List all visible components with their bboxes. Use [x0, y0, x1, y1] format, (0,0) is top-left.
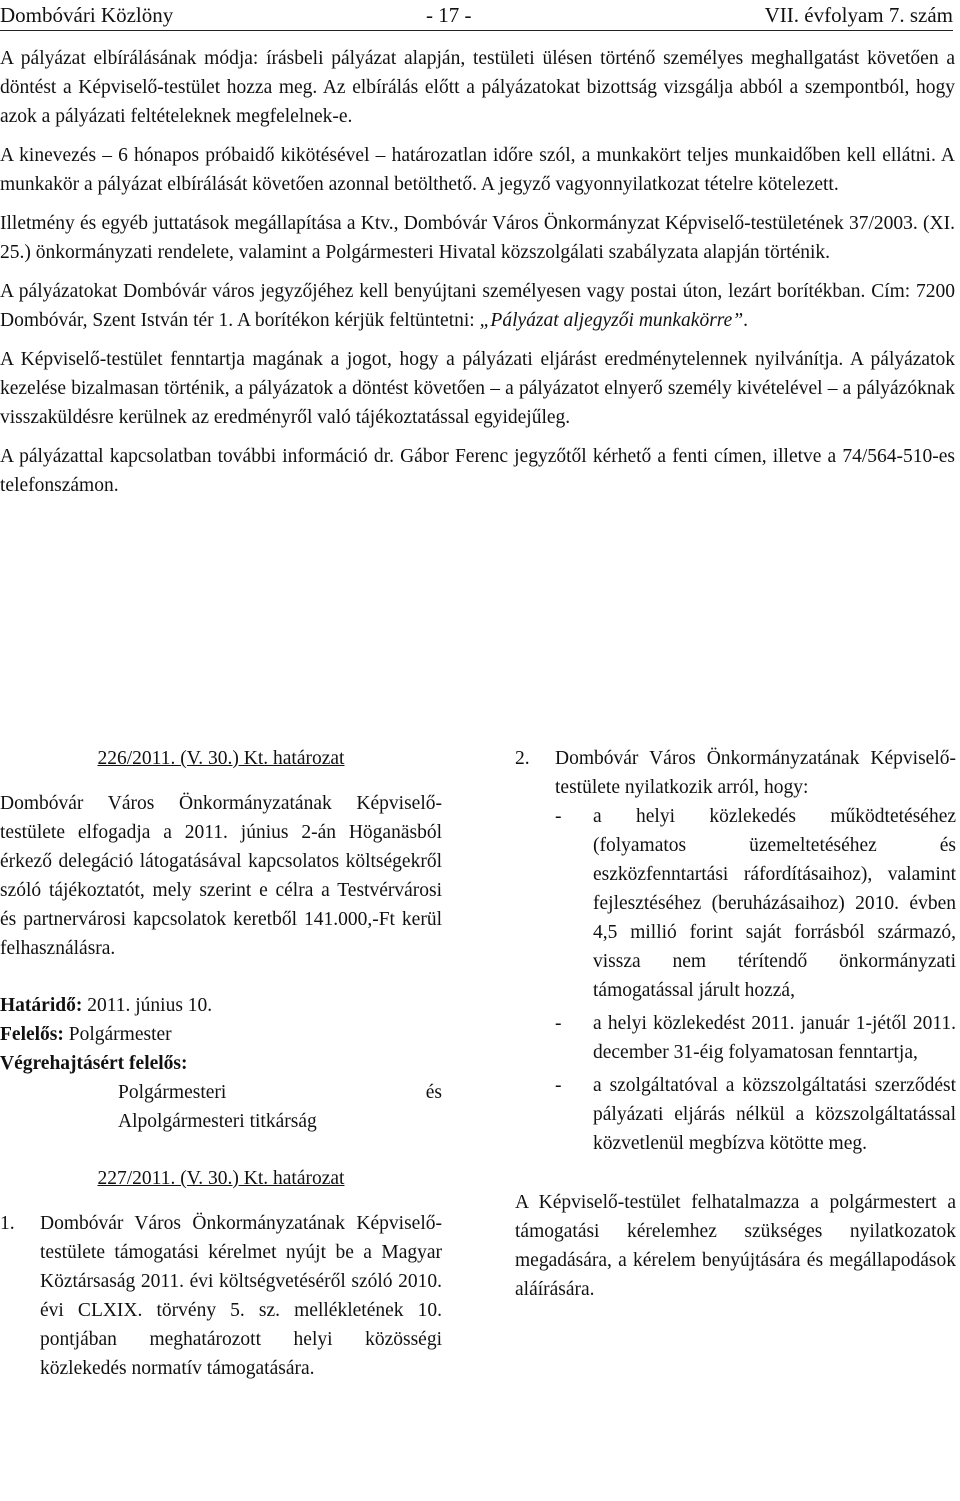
exec-label: Végrehajtásért felelős:	[0, 1053, 188, 1074]
exec-value-2: Alpolgármesteri titkárság	[118, 1111, 317, 1132]
envelope-label: „Pályázat aljegyzői munkakörre”	[479, 310, 744, 331]
item-2-number: 2.	[515, 748, 530, 769]
main-text	[0, 44, 955, 510]
responsible-field	[0, 1020, 442, 1049]
declaration-item: - a helyi közlekedést 2011. január 1-jétől 2011. december 31-éig folyamatosan fenntartja,	[555, 1013, 956, 1063]
resolution-226-text: Dombóvár Város Önkormányzatának Képviselő-testülete elfogadja a 2011. június 2-án Höganäsból érkező delegáció látogatásával kapcsolatos költségekről szóló tájékoztatót, mely szerint e célra a Testvérvárosi és partnervárosi kapcsolatok keretből 141.000,-Ft kerül felhasználásra.	[0, 793, 442, 959]
deadline-field	[0, 991, 442, 1020]
item-2-text: Dombóvár Város Önkormányzatának Képviselő-testülete nyilatkozik arról, hogy:	[555, 748, 956, 798]
left-column	[0, 742, 442, 1383]
responsible-label: Felelős:	[0, 1024, 64, 1045]
exec-value-1b: és	[425, 1082, 442, 1103]
exec-value-1a: Polgármesteri	[118, 1082, 227, 1103]
item-1-text: Dombóvár Város Önkormányzatának Képviselő-testülete támogatási kérelmet nyújt be a Magyar Köztársaság 2011. évi költségvetéséről szóló 2010. évi CLXIX. törvény 5. sz. mellékletének 10. pontjában meghatározott helyi közösségi közlekedés normatív támogatására.	[40, 1213, 442, 1379]
item-1-number: 1.	[0, 1213, 15, 1234]
resolution-227-item-2	[515, 744, 956, 802]
page-number: - 17 -	[426, 3, 472, 27]
paragraph-submission	[0, 277, 955, 335]
deadline-value: 2011. június 10.	[87, 995, 213, 1016]
paragraph-rights: A Képviselő-testület fenntartja magának a jogot, hogy a pályázati eljárást eredménytelennek nyilvánítja. A pályázatok kezelése bizalmasan történik, a pályázatok a döntést követően – a pályázatot elnyerő személy kivételével – a pályázóknak visszaküldésre kerülnek az eredményről való tájékoztatással egyidejűleg.	[0, 349, 955, 428]
submission-end: .	[743, 310, 749, 331]
exec-field	[0, 1049, 442, 1078]
authorization-text: A Képviselő-testület felhatalmazza a polgármestert a támogatási kérelemhez szükséges nyilatkozatok megadására, a kérelem benyújtására és megállapodások aláírására.	[515, 1192, 956, 1300]
declaration-list	[515, 802, 956, 1158]
resolution-227-title: 227/2011. (V. 30.) Kt. határozat	[97, 1168, 345, 1189]
resolution-227-item-1	[0, 1209, 442, 1383]
exec-value-row-1	[0, 1078, 442, 1107]
paragraph-salary: Illetmény és egyéb juttatások megállapítása a Ktv., Dombóvár Város Önkormányzat Képviselő-testületének 37/2003. (XI. 25.) önkormányzati rendelete, valamint a Polgármesteri Hivatal közszolgálati szabályzata alapján történik.	[0, 213, 955, 263]
declaration-item: - a helyi közlekedés működtetéséhez (folyamatos üzemeltetéséhez és eszközfenntartási ráfordításaihoz), valamint fejlesztéséhez (beruházásaihoz) 2010. évben 4,5 millió forint saját forrásból származó, vissza nem térítendő önkormányzati támogatással járult hozzá,	[555, 806, 956, 1001]
submission-text: A pályázatokat Dombóvár város jegyzőjéhez kell benyújtani személyesen vagy postai úton, lezárt borítékban. Cím: 7200 Dombóvár, Szent István tér 1. A borítékon kérjük feltüntetni:	[0, 281, 955, 331]
issue-info: VII. évfolyam 7. szám	[764, 3, 953, 27]
resolution-226-title: 226/2011. (V. 30.) Kt. határozat	[97, 748, 345, 769]
right-column	[515, 742, 956, 1304]
deadline-label: Határidő:	[0, 995, 83, 1016]
publication-title: Dombóvári Közlöny	[0, 3, 174, 27]
paragraph-evaluation: A pályázat elbírálásának módja: írásbeli pályázat alapján, testületi ülésen történő személyes meghallgatást követően a döntést a Képviselő-testület hozza meg. Az elbírálás előtt a pályázatokat bizottság vizsgálja abból a szempontból, hogy azok a pályázati feltételeknek megfelelnek-e.	[0, 48, 955, 127]
declaration-item: - a szolgáltatóval a közszolgáltatási szerződést pályázati eljárás nélkül a közszolgáltatással közvetlenül megbízva kötötte meg.	[555, 1075, 956, 1154]
page-header	[0, 0, 953, 31]
resolution-226-meta	[0, 991, 442, 1136]
paragraph-contact: A pályázattal kapcsolatban további információ dr. Gábor Ferenc jegyzőtől kérhető a fenti címen, illetve a 74/564-510-es telefonszámon.	[0, 446, 955, 496]
responsible-value: Polgármester	[68, 1024, 172, 1045]
paragraph-appointment: A kinevezés – 6 hónapos próbaidő kikötésével – határozatlan időre szól, a munkakört teljes munkaidőben kell ellátni. A munkakör a pályázat elbírálását követően azonnal betölthető. A jegyző vagyonnyilatkozat tételre kötelezett.	[0, 145, 955, 195]
